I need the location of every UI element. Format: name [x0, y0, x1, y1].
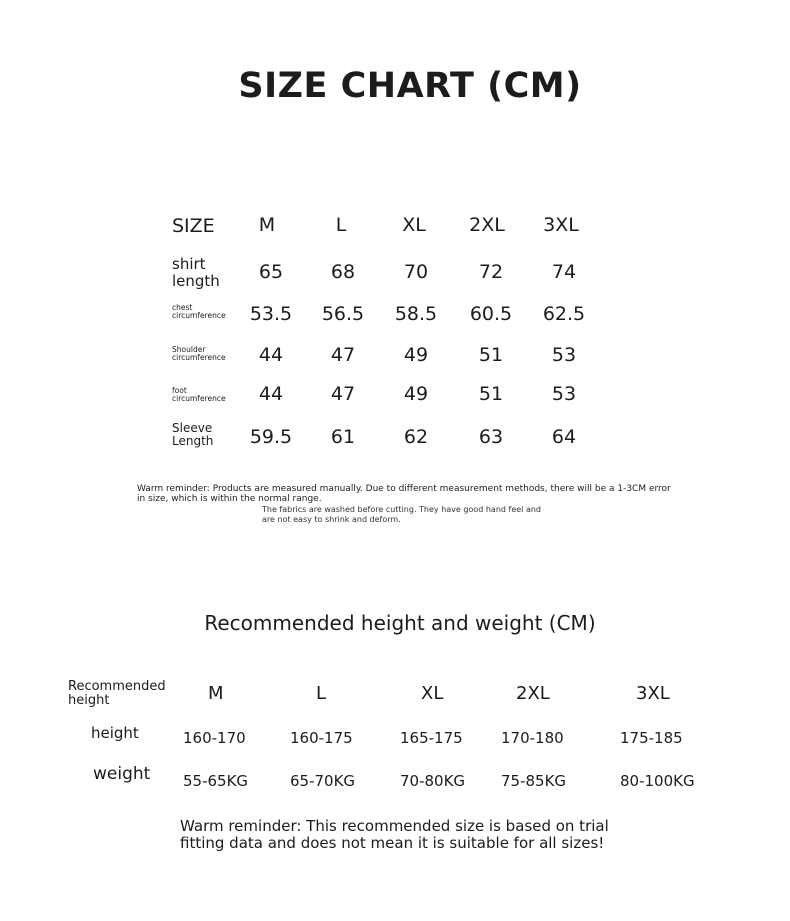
weight-l: 65-70KG	[290, 772, 356, 790]
foot-l: 47	[330, 383, 356, 405]
height-2xl: 170-180	[501, 729, 564, 747]
chest-2xl: 60.5	[469, 303, 513, 325]
foot-m: 44	[258, 383, 284, 405]
shirt-length-3xl: 74	[551, 261, 577, 283]
size-header-2xl: 2XL	[469, 214, 505, 236]
row-label-sleeve-length: Sleeve Length	[172, 421, 214, 448]
recommended-label: Recommended height	[68, 679, 166, 708]
recommended-title: Recommended height and weight (CM)	[204, 611, 596, 635]
sleeve-3xl: 64	[551, 426, 577, 448]
row-label-shoulder-circumference: Shoulder circumference	[172, 345, 226, 362]
rec-header-l: L	[316, 683, 327, 704]
recommendation-note: Warm reminder: This recommended size is based on trial fitting data and does not mean it is suitable for all sizes!	[180, 817, 609, 852]
rec-header-m: M	[208, 683, 224, 704]
height-xl: 165-175	[400, 729, 463, 747]
chest-l: 56.5	[321, 303, 365, 325]
weight-xl: 70-80KG	[400, 772, 466, 790]
measurement-note: Warm reminder: Products are measured manually. Due to different measurement methods, there will be a 1-3CM error in size, which is within the normal range.	[137, 484, 671, 504]
chest-3xl: 62.5	[542, 303, 586, 325]
row-label-foot-circumference: foot circumference	[172, 386, 226, 403]
shoulder-3xl: 53	[551, 344, 577, 366]
rec-header-xl: XL	[421, 683, 444, 704]
shirt-length-l: 68	[330, 261, 356, 283]
fabric-note: The fabrics are washed before cutting. They have good hand feel and are not easy to shrink and deform.	[262, 505, 541, 524]
chest-m: 53.5	[249, 303, 293, 325]
rec-header-3xl: 3XL	[636, 683, 670, 704]
row-label-chest-circumference: chest circumference	[172, 303, 226, 320]
rec-header-2xl: 2XL	[516, 683, 550, 704]
weight-label: weight	[93, 764, 151, 784]
row-label-shirt-length: shirt length	[172, 255, 220, 290]
height-m: 160-170	[183, 729, 246, 747]
height-3xl: 175-185	[620, 729, 683, 747]
shoulder-l: 47	[330, 344, 356, 366]
foot-3xl: 53	[551, 383, 577, 405]
weight-m: 55-65KG	[183, 772, 249, 790]
sleeve-xl: 62	[403, 426, 429, 448]
size-header-m: M	[258, 214, 276, 236]
shirt-length-xl: 70	[403, 261, 429, 283]
size-header-l: L	[335, 214, 347, 236]
sleeve-m: 59.5	[249, 426, 293, 448]
size-header-3xl: 3XL	[543, 214, 579, 236]
page-title: SIZE CHART (CM)	[238, 66, 582, 106]
shirt-length-2xl: 72	[478, 261, 504, 283]
foot-xl: 49	[403, 383, 429, 405]
size-header-xl: XL	[402, 214, 426, 236]
shoulder-m: 44	[258, 344, 284, 366]
shoulder-xl: 49	[403, 344, 429, 366]
chest-xl: 58.5	[394, 303, 438, 325]
height-label: height	[91, 724, 139, 742]
foot-2xl: 51	[478, 383, 504, 405]
size-column-header: SIZE	[172, 215, 215, 237]
sleeve-l: 61	[330, 426, 356, 448]
shirt-length-m: 65	[258, 261, 284, 283]
height-l: 160-175	[290, 729, 353, 747]
weight-3xl: 80-100KG	[620, 772, 695, 790]
shoulder-2xl: 51	[478, 344, 504, 366]
weight-2xl: 75-85KG	[501, 772, 567, 790]
sleeve-2xl: 63	[478, 426, 504, 448]
